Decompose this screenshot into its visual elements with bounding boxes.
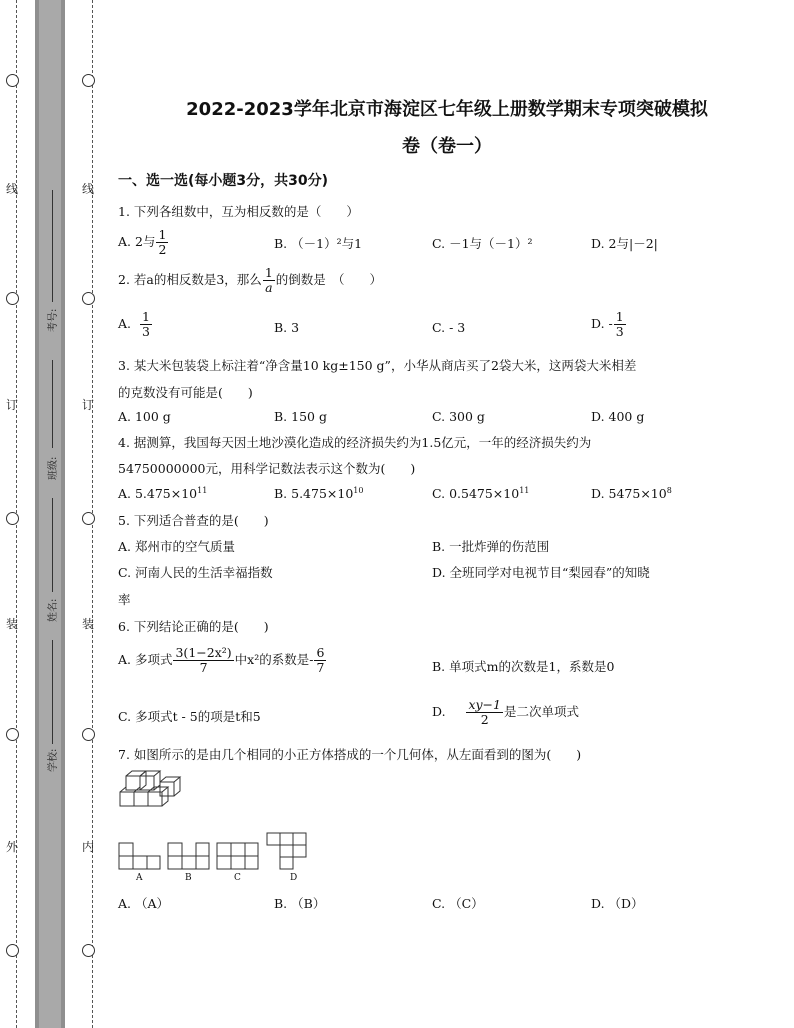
q1-option-a [118,228,169,257]
margin-label: 线 [6,182,19,196]
binding-hole [6,74,19,87]
fraction [263,266,275,295]
q5-option-d-cont: 率 [118,592,131,607]
q4-b-text: B. 5.475×10 [274,486,354,502]
frac-num: 3(1−2x²) [175,645,232,660]
binding-margin [0,0,100,1028]
fig-label-d: D [290,873,298,883]
exam-number-field[interactable] [52,190,53,302]
fraction [173,646,233,675]
frac-num: 1 [141,309,150,324]
frac-den: 3 [615,324,624,339]
q6-option-c: C. 多项式t - 5的项是t和5 [118,709,261,724]
q2-option-b: B. 3 [274,320,300,335]
q2-option-d [591,310,627,339]
view-option-b-figure [167,842,211,870]
binding-hole [82,292,95,305]
view-option-c-figure [216,842,260,870]
q7-option-c: C. （C） [432,896,484,911]
q3-option-b: B. 150 g [274,409,327,424]
binding-hole [82,944,95,957]
frac-den: 3 [141,324,150,339]
exponent: 11 [519,486,530,495]
view-option-d-figure [266,832,310,872]
q6-option-b: B. 单项式m的次数是1，系数是0 [432,659,615,674]
q7-option-a: A. （A） [118,896,170,911]
name-label: 姓名: [48,598,59,622]
q4-stem-line2: 54750000000元，用科学记数法表示这个数为( ) [118,461,416,476]
q1-stem: 1. 下列各组数中，互为相反数的是（ ） [118,204,359,219]
q5-option-c: C. 河南人民的生活幸福指数 [118,565,273,580]
margin-label: 外 [6,840,19,854]
view-option-a-figure [118,842,162,870]
q6-stem: 6. 下列结论正确的是( ) [118,619,269,634]
frac-num: 1 [158,227,167,242]
q3-stem-line2: 的克数没有可能是( ) [118,385,253,400]
q6-a-text: A. 多项式 [118,652,173,667]
q2-a-text: A. [118,316,132,331]
binding-hole [6,944,19,957]
q3-option-c: C. 300 g [432,409,485,424]
class-field[interactable] [52,360,53,448]
q6-a-text: 中x²的系数是- [234,652,314,667]
section-heading: 一、选一选(每小题3分，共30分) [118,173,329,189]
q7-stem: 7. 如图所示的是由几个相同的小正方体搭成的一个几何体，从左面看到的图为( ) [118,747,582,762]
q4-option-b [274,486,363,501]
q6-d-text: D. [432,704,446,719]
frac-den: a [265,280,273,295]
binding-bar-inner [39,0,61,1028]
q4-option-c [432,486,529,501]
binding-hole [6,292,19,305]
q1-option-d: D. 2与|－2| [591,236,658,251]
q4-option-a [118,486,207,501]
fraction [314,646,326,675]
frac-den: 2 [480,712,489,727]
binding-hole [82,728,95,741]
frac-num: xy−1 [468,697,501,712]
q3-option-d: D. 400 g [591,409,645,424]
binding-hole [82,74,95,87]
q7-option-b: B. （B） [274,896,326,911]
q2-stem [118,266,382,295]
q2-stem-text: 的倒数是 （ ） [275,272,383,287]
exponent: 10 [353,486,364,495]
margin-label: 订 [6,398,19,412]
page-title: 2022-2023学年北京市海淀区七年级上册数学期末专项突破模拟 [186,99,708,120]
q6-option-a [118,646,327,675]
q2-option-c: C. - 3 [432,320,466,335]
q5-option-b: B. 一批炸弹的伤范围 [432,539,550,554]
binding-hole [6,728,19,741]
q2-option-a [118,310,153,339]
cube-stack-figure [116,770,186,820]
fraction [466,698,503,727]
fraction [614,310,626,339]
q3-stem-line1: 3. 某大米包装袋上标注着“净含量10 kg±150 g”，小华从商店买了2袋大米，这两袋大米相差 [118,358,637,373]
margin-label: 内 [82,840,95,854]
school-label: 学校: [48,748,59,772]
q7-option-d: D. （D） [591,896,644,911]
margin-label: 装 [6,617,19,631]
school-field[interactable] [52,640,53,744]
fraction [156,228,168,257]
fig-label-c: C [234,873,241,883]
name-field[interactable] [52,498,53,592]
binding-hole [6,512,19,525]
q5-option-d: D. 全班同学对电视节目“梨园春”的知晓 [432,565,650,580]
margin-label: 线 [82,182,95,196]
q2-stem-text: 2. 若a的相反数是3，那么 [118,272,262,287]
q4-c-text: C. 0.5475×10 [432,486,520,502]
margin-label: 订 [82,398,95,412]
binding-hole [82,512,95,525]
q1-option-c: C. －1与（－1）² [432,236,533,251]
q4-stem-line1: 4. 据测算，我国每天因土地沙漠化造成的经济损失约为1.5亿元，一年的经济损失约为 [118,435,592,450]
q6-option-d [432,698,579,727]
frac-den: 7 [199,660,208,675]
q6-d-text: 是二次单项式 [503,704,579,719]
exponent: 8 [666,486,672,495]
frac-num: 1 [615,309,624,324]
exam-number-label: 考号: [48,308,59,332]
q1-a-text: A. 2与 [118,234,156,249]
frac-num: 1 [264,265,273,280]
q3-option-a: A. 100 g [118,409,171,424]
q2-d-text: D. - [591,316,613,331]
q1-option-b: B. （－1）²与1 [274,236,363,251]
margin-label: 装 [82,617,95,631]
fig-label-a: A [136,873,143,883]
q5-option-a: A. 郑州市的空气质量 [118,539,235,554]
q5-stem: 5. 下列适合普查的是( ) [118,513,269,528]
frac-num: 6 [316,645,325,660]
q4-a-text: A. 5.475×10 [118,486,198,502]
fig-label-b: B [185,873,192,883]
frac-den: 7 [316,660,325,675]
frac-den: 2 [158,242,167,257]
fraction [140,310,152,339]
exponent: 11 [197,486,208,495]
page-title-line2: 卷（卷一） [402,136,492,157]
q4-option-d [591,486,672,501]
q4-d-text: D. 5475×10 [591,486,667,502]
class-label: 班级: [48,456,59,480]
